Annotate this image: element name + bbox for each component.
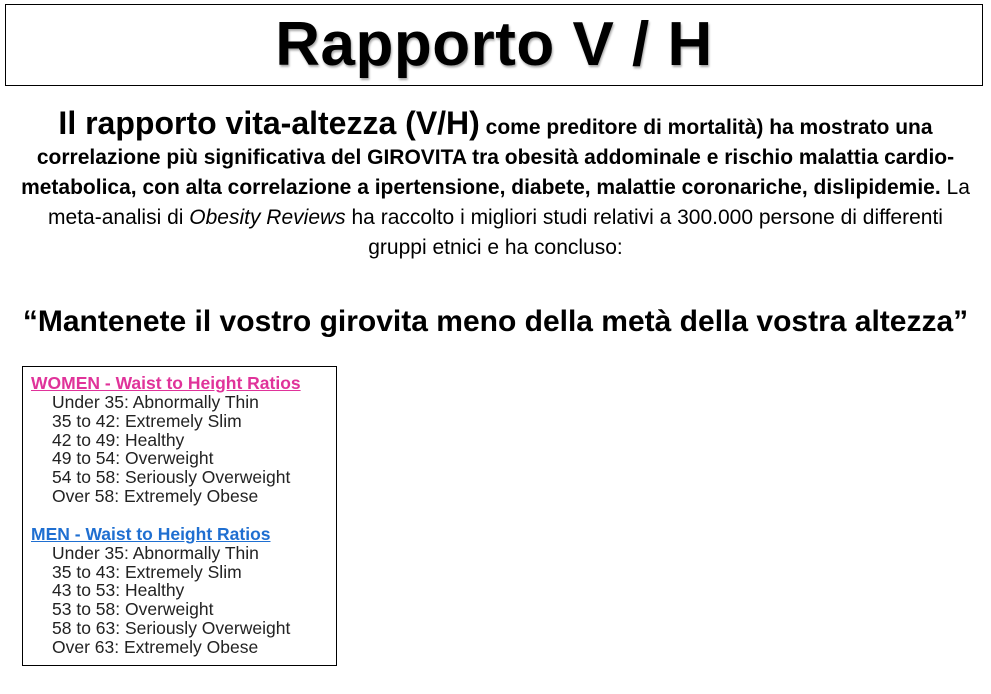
paragraph-bold-text: come preditore di mortalità) ha mostrato una correlazione più significativa del GIROVITA tra obesità addominale e rischio malattia cardio-metabolica, con alta correlazione a ipertensione, diabete, malattie coronariche, dislipidemie.	[21, 116, 955, 199]
ratio-item: 42 to 49: Healthy	[52, 429, 185, 450]
paragraph-text-2: ha raccolto i migliori studi relativi a 300.000 persone di differenti gruppi etnici e ha concluso:	[345, 206, 943, 259]
ratio-item: 58 to 63: Seriously Overweight	[52, 617, 291, 638]
paragraph-text-1: La meta-analisi di	[48, 176, 970, 229]
ratio-item: 43 to 53: Healthy	[52, 580, 185, 601]
men-ratios-list	[31, 544, 328, 657]
intro-paragraph	[20, 105, 971, 263]
men-ratios-heading: MEN - Waist to Height Ratios	[31, 523, 271, 544]
title-box	[5, 4, 983, 86]
ratio-item: 49 to 54: Overweight	[52, 448, 214, 469]
paragraph-lead: Il rapporto vita-altezza (V/H)	[58, 105, 480, 141]
conclusion-quote: “Mantenete il vostro girovita meno della metà della vostra altezza”	[22, 305, 969, 338]
ratio-item: 54 to 58: Seriously Overweight	[52, 467, 291, 488]
paragraph-italic-source: Obesity Reviews	[189, 206, 346, 229]
ratio-item: Over 63: Extremely Obese	[52, 636, 259, 657]
women-ratios-heading: WOMEN - Waist to Height Ratios	[31, 373, 301, 393]
women-ratios-list	[31, 393, 328, 506]
section-gap	[31, 506, 328, 524]
ratio-item: Over 58: Extremely Obese	[52, 485, 259, 506]
ratio-item: 35 to 42: Extremely Slim	[52, 410, 242, 431]
ratio-table-image	[22, 366, 337, 666]
page-title: Rapporto V / H	[275, 10, 713, 79]
ratio-item: 53 to 58: Overweight	[52, 599, 214, 620]
ratio-item: 35 to 43: Extremely Slim	[52, 561, 242, 582]
ratio-item: Under 35: Abnormally Thin	[52, 542, 259, 563]
ratio-item: Under 35: Abnormally Thin	[52, 392, 259, 412]
